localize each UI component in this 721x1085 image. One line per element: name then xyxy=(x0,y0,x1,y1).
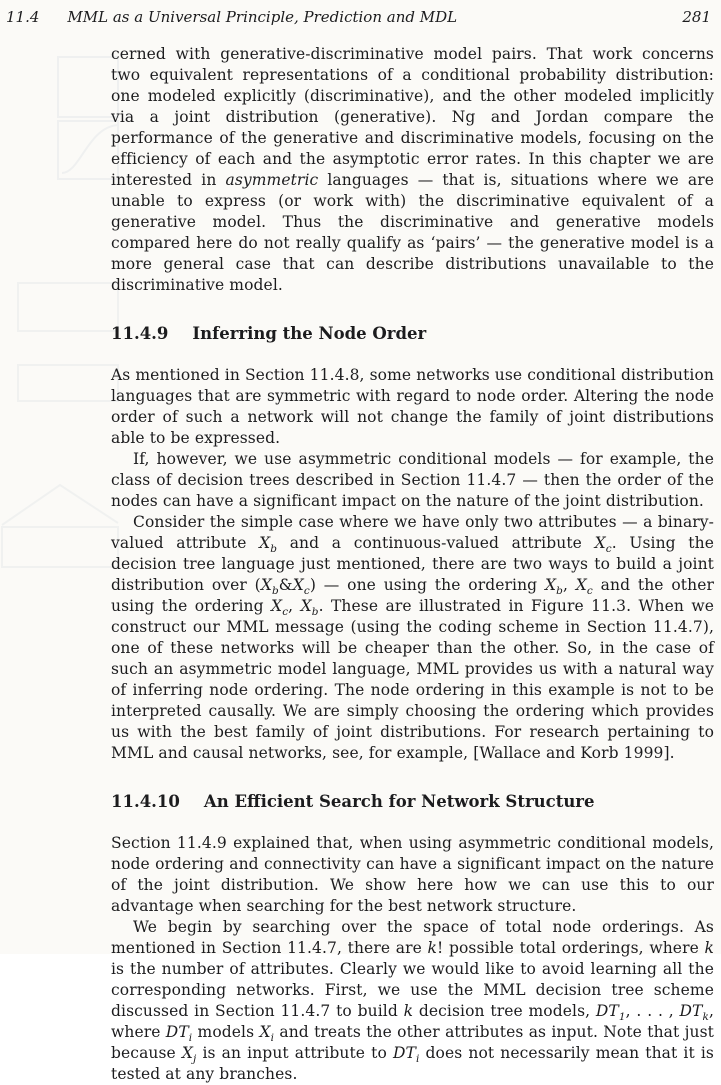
italic-run: $DT_i$ xyxy=(165,1023,193,1045)
italic-run: $X_b$ xyxy=(300,597,319,619)
section-heading-number: 11.4.10 xyxy=(111,792,180,811)
italic-run: $DT_1$ xyxy=(595,1002,626,1024)
text-run: and a continuous-valued attribute xyxy=(277,534,595,552)
italic-run: $X_b$ xyxy=(544,576,563,598)
subscript: c xyxy=(282,606,289,619)
italic-run: $X_c$ xyxy=(271,597,289,619)
section-heading-title: An Efficient Search for Network Structure xyxy=(203,792,595,811)
text-run: , xyxy=(562,576,576,594)
text-run: is the number of attributes. Clearly we would like to avoid learning all the corresponding networks. First, we use the MML decision tree scheme discussed in Section 11.4.7 to build xyxy=(111,960,714,1020)
subscript: k xyxy=(702,1011,709,1024)
section-heading xyxy=(111,791,714,812)
subscript: c xyxy=(605,543,612,556)
subscript: b xyxy=(311,606,319,619)
text-run: , xyxy=(288,597,301,615)
text-run: Section 11.4.9 explained that, when using asymmetric conditional models, node ordering and connectivity can have a significant impact on the nature of the joint distribution. We show here how we can use this to our advantage when searching for the best network structure. xyxy=(111,834,714,915)
text-run: ! possible total orderings, where xyxy=(437,939,705,957)
italic-run: k xyxy=(427,939,438,957)
text-run: ) — one using the ordering xyxy=(309,576,545,594)
italic-run: $X_b$ xyxy=(260,576,279,598)
subscript: b xyxy=(271,585,279,598)
header-section-number: 11.4 xyxy=(6,8,40,26)
subscript: c xyxy=(586,585,593,598)
section-heading-number: 11.4.9 xyxy=(111,324,169,343)
text-run: & xyxy=(278,576,293,594)
subscript: b xyxy=(556,585,563,598)
italic-run: $X_c$ xyxy=(575,576,593,598)
header-title: MML as a Universal Principle, Prediction and MDL xyxy=(67,8,458,26)
text-run: . Using the decision tree language just mentioned, there are two ways to build a joint distribution over ( xyxy=(111,534,714,594)
text-run: . These are illustrated in Figure 11.3. When we construct our MML message (using the coding scheme in Section 11.4.7), one of these networks will be cheaper than the other. So, in the case of such an asymmetric model language, MML provides us with a natural way of inferring node ordering. The node ordering in this example is not to be interpreted causally. We are simply choosing the ordering which provides us with the best family of joint distributions. For research pertaining to MML and causal networks, see, for example, [Wallace and Korb 1999]. xyxy=(111,597,714,762)
running-head xyxy=(6,8,711,26)
italic-run: asymmetric xyxy=(225,171,319,189)
paragraph xyxy=(111,449,714,512)
subscript: i xyxy=(415,1053,420,1066)
italic-run: $X_j$ xyxy=(181,1044,197,1066)
italic-run: $X_i$ xyxy=(259,1023,275,1045)
section-heading xyxy=(111,323,714,344)
text-run: cerned with generative-discriminative model pairs. That work concerns two equivalent representations of a conditional probability distribution: one modeled explicitly (discriminative), and the other modeled implicitly via a joint distribution (generative). Ng and Jordan compare the performance of the generative and discriminative models, focusing on the efficiency of each and the asymptotic error rates. In this chapter we are interested in xyxy=(111,45,714,189)
text-run: Consider the simple case where we have only two attributes — a binary-valued attribute xyxy=(111,513,714,552)
text-run: and the other using the ordering xyxy=(111,576,714,615)
italic-run: $X_c$ xyxy=(594,534,612,556)
section-heading-title: Inferring the Node Order xyxy=(192,324,427,343)
text-run: We begin by searching over the space of total node orderings. As mentioned in Section 11.4.7, there are xyxy=(111,918,714,957)
text-run: is an input attribute to xyxy=(196,1044,393,1062)
paragraph xyxy=(111,917,714,1085)
italic-run: $X_c$ xyxy=(292,576,310,598)
italic-run: $DT_k$ xyxy=(679,1002,709,1024)
subscript: i xyxy=(270,1032,275,1045)
paragraph xyxy=(111,365,714,449)
text-run: languages — that is, situations where we are unable to express (or work with) the discriminative equivalent of a generative model. Thus the discriminative and generative models compared here do not really qualify as ‘pairs’ — the generative model is a more general case that can describe distributions unavailable to the discriminative model. xyxy=(111,171,714,294)
subscript: 1 xyxy=(618,1011,626,1024)
text-run: models xyxy=(192,1023,260,1041)
subscript: j xyxy=(193,1053,197,1066)
italic-run: k xyxy=(403,1002,414,1020)
text-run: , where xyxy=(111,1002,714,1041)
paragraph xyxy=(111,512,714,764)
page-content xyxy=(111,44,714,1085)
text-run: If, however, we use asymmetric conditional models — for example, the class of decision trees described in Section 11.4.7 — then the order of the nodes can have a significant impact on the nature of the joint distribution. xyxy=(111,450,714,510)
subscript: i xyxy=(188,1032,193,1045)
text-run: As mentioned in Section 11.4.8, some networks use conditional distribution languages that are symmetric with regard to node order. Altering the node order of such a network will not change the family of joint distributions able to be expressed. xyxy=(111,366,714,447)
italic-run: $DT_i$ xyxy=(393,1044,420,1066)
scan-bleedthrough-artifact xyxy=(0,55,120,575)
paragraph xyxy=(111,44,714,296)
italic-run: $X_b$ xyxy=(259,534,278,556)
text-run: does not necessarily mean that it is tested at any branches. xyxy=(111,1044,714,1083)
italic-run: k xyxy=(704,939,714,957)
text-run: decision tree models, xyxy=(413,1002,596,1020)
subscript: c xyxy=(303,585,310,598)
paragraph xyxy=(111,833,714,917)
subscript: b xyxy=(270,543,278,556)
text-run: , . . . , xyxy=(625,1002,680,1020)
header-page-number: 281 xyxy=(682,8,711,26)
text-run: and treats the other attributes as input. Note that just because xyxy=(111,1023,714,1062)
